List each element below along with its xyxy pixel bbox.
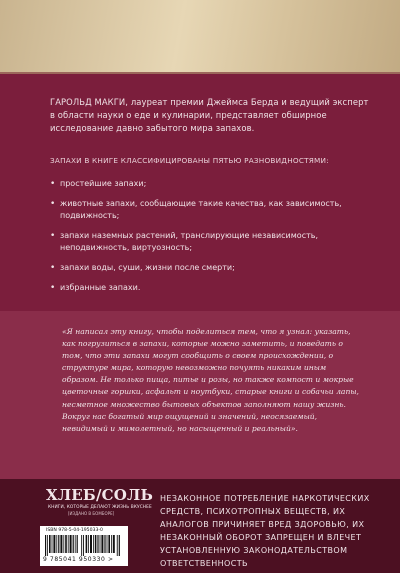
bullet-icon: • <box>50 231 56 241</box>
author-paragraph: ГАРОЛЬД МАКГИ, лауреат премии Джеймса Берда и ведущий эксперт в области науки о еде и кулинарии, представляет обширное исследование давно забытого мира запахов. <box>50 97 369 133</box>
list-item: • простейшие запахи; <box>50 179 147 189</box>
barcode-digits: 9 785041 950330 > <box>43 556 114 563</box>
logo-imprint: [ИЗДАНО В БОМБОРЕ] <box>68 511 115 516</box>
gold-header-band <box>0 0 400 72</box>
logo-wordmark: ХЛЕБ/СОЛЬ <box>46 486 154 504</box>
list-item: • животные запахи, сообщающие такие качества, как зависимость, подвижность; <box>50 199 342 220</box>
publisher-logo <box>46 486 158 518</box>
barcode-bars <box>45 535 123 556</box>
bullet-icon: • <box>50 283 56 293</box>
list-item: • избранные запахи. <box>50 283 141 293</box>
classification-heading: ЗАПАХИ В КНИГЕ КЛАССИФИЦИРОВАНЫ ПЯТЬЮ РАЗНОВИДНОСТЯМИ: <box>50 156 329 165</box>
smell-types-list <box>44 178 364 302</box>
isbn-text: ISBN 978-5-04-195033-0 <box>46 528 103 533</box>
bullet-icon: • <box>50 179 56 189</box>
list-item: • запахи наземных растений, транслирующие независимость, неподвижность, виртуозность; <box>50 231 319 252</box>
legal-warning: НЕЗАКОННОЕ ПОТРЕБЛЕНИЕ НАРКОТИЧЕСКИХ СРЕДСТВ, ПСИХОТРОПНЫХ ВЕЩЕСТВ, ИХ АНАЛОГОВ ПРИЧИНЯЕТ ВРЕД ЗДОРОВЬЮ, ИХ НЕЗАКОННЫЙ ОБОРОТ ЗАПРЕЩЕН И ВЛЕЧЕТ УСТАНОВЛЕННУЮ ЗАКОНОДАТЕЛЬСТВОМ ОТВЕТСТВЕННОСТЬ <box>160 494 370 568</box>
bullet-icon: • <box>50 199 56 209</box>
barcode <box>40 526 128 566</box>
list-item: • запахи воды, суши, жизни после смерти; <box>50 263 235 273</box>
bullet-icon: • <box>50 263 56 273</box>
author-quote: «Я написал эту книгу, чтобы поделиться тем, что я узнал: указать, как погрузиться в запахи, которые можно заметить, и поведать о том, что эти запахи могут сообщить о своем происхождении, о структуре мира, которую невозможно почуять никаким иным образом. Не только пища, питье и розы, но также компост и мокрые цветочные горшки, асфальт и ноутбуки, старые книги и собачьи лапы, несметное множество бытовых объектов заполняют нашу жизнь. Вокруг нас богатый мир ощущений и значений, неосязаемый, невидимый и мимолетный, но насыщенный и реальный». <box>62 327 359 433</box>
logo-tagline: КНИГИ, КОТОРЫЕ ДЕЛАЮТ ЖИЗНЬ ВКУСНЕЕ <box>48 505 152 510</box>
